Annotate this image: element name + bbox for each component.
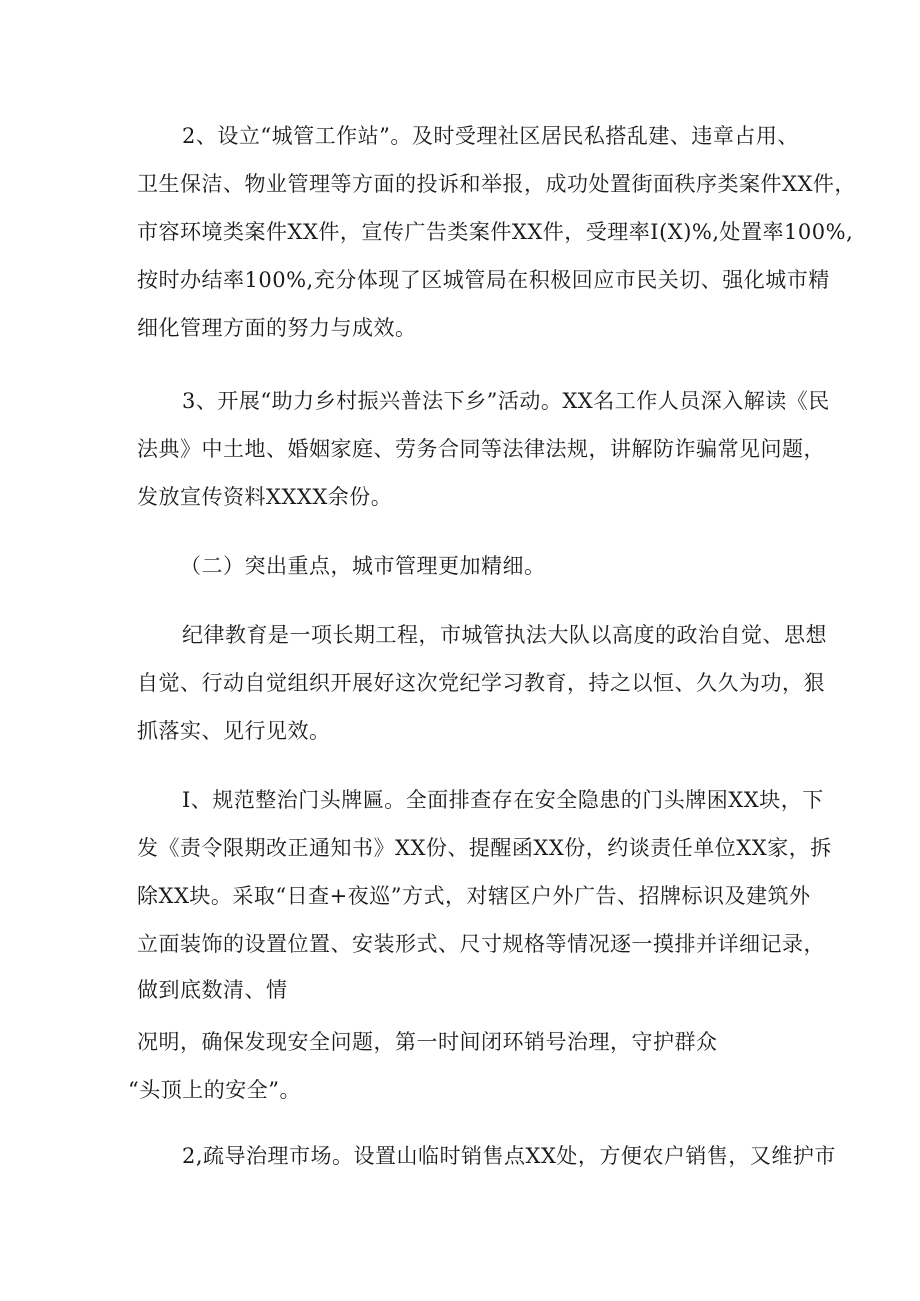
line-text: 发《责令限期改正通知书》XX份、提醒函XX份，约谈责任单位XX家，拆 — [137, 836, 832, 860]
line-text: 卫生保洁、物业管理等方面的投诉和举报，成功处置街面秩序类案件XX件， — [137, 172, 856, 196]
line-text: 立面装饰的设置位置、安装形式、尺寸规格等情况逐一摸排并详细记录， — [137, 932, 825, 956]
line-text: 按时办结率100%,充分体现了区城管局在积极回应市民关切、强化城市精 — [137, 268, 830, 292]
line-text: 3、开展“助力乡村振兴普法下乡”活动。XX名工作人员深入解读《民 — [182, 389, 830, 413]
line-text: 纪律教育是一项长期工程，市城管执法大队以高度的政治自觉、思想 — [182, 623, 827, 647]
line-text: 自觉、行动自觉组织开展好这次党纪学习教育，持之以恒、久久为功，狠 — [137, 671, 825, 695]
line-text: 做到底数清、情 — [137, 978, 288, 1002]
line-text: 法典》中土地、婚姻家庭、劳务合同等法律法规，讲解防诈骗常见问题， — [137, 437, 825, 461]
line-text: 2,疏导治理市场。设置山临时销售点XX处，方便农户销售，又维护市 — [182, 1144, 836, 1168]
line-text: 况明，确保发现安全问题，第一时间闭环销号治理，守护群众 — [137, 1030, 718, 1054]
line-text: “头顶上的安全”。 — [128, 1078, 301, 1102]
line-text: 发放宣传资料XXXX余份。 — [137, 485, 393, 509]
line-text: 细化管理方面的努力与成效。 — [137, 316, 417, 340]
line-text: 除XX块。采取“日查+夜巡”方式，对辖区户外广告、招牌标识及建筑外 — [137, 884, 811, 908]
line-text: I、规范整治门头牌匾。全面排查存在安全隐患的门头牌困XX块，下 — [182, 788, 824, 812]
line-text: （二）突出重点，城市管理更加精细。 — [180, 554, 546, 578]
line-text: 抓落实、见行见效。 — [137, 719, 331, 743]
line-text: 2、设立“城管工作站”。及时受理社区居民私搭乱建、违章占用、 — [182, 124, 799, 148]
line-text: 市容环境类案件XX件，宣传广告类案件XX件，受理率I(X)%,处置率100%, — [137, 220, 854, 244]
